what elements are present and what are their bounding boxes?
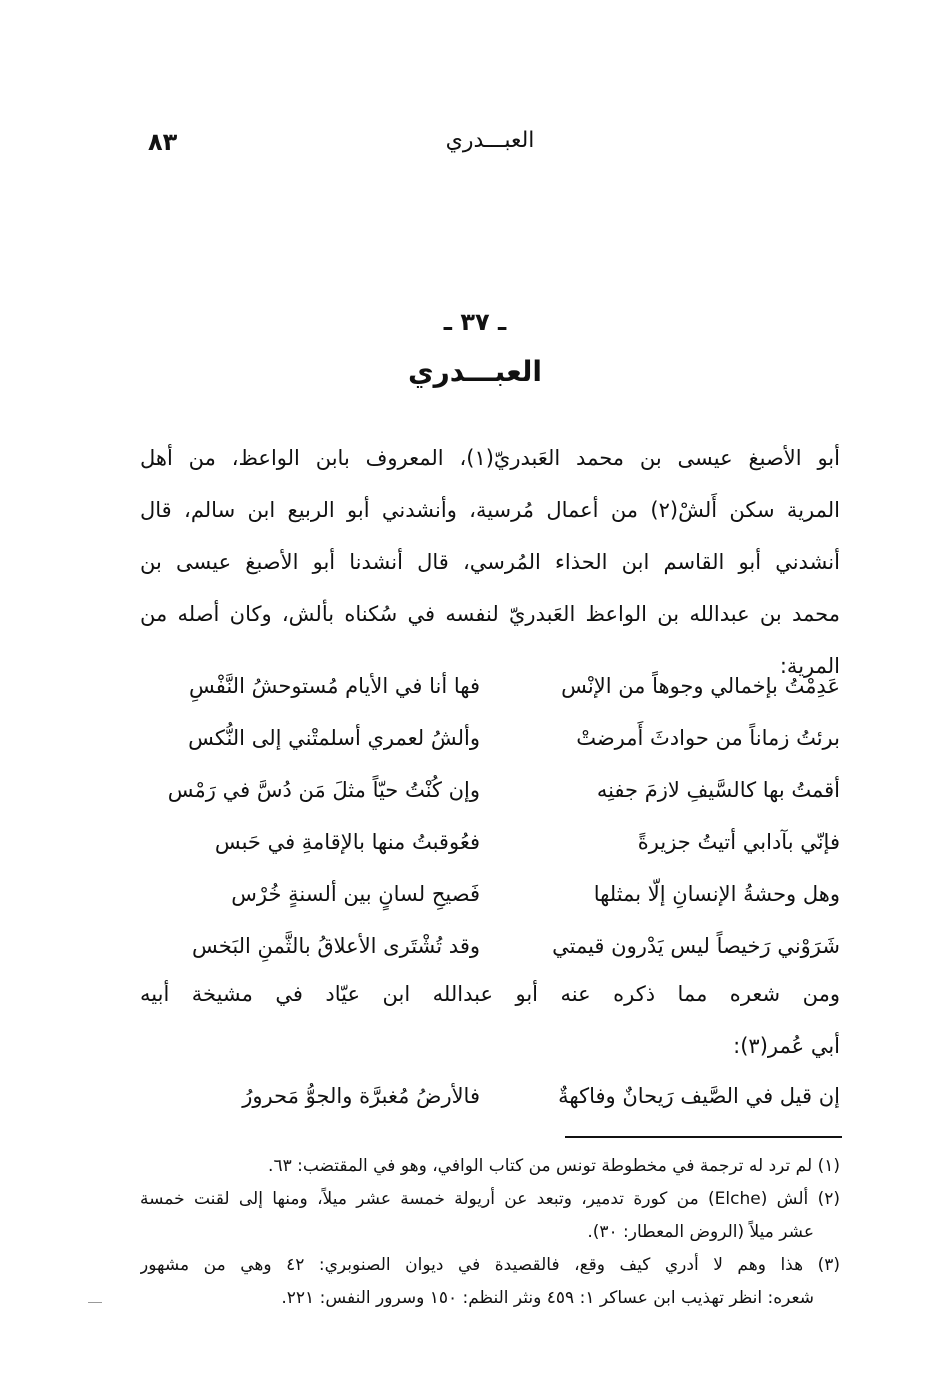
paragraph-line: المرية:	[779, 654, 840, 678]
second-hemistich: فالأرضُ مُغبرَّة والجوُّ مَحرورُ	[242, 1084, 480, 1108]
paragraph-line: أنشدني أبو القاسم ابن الحذاء المُرسي، قال أنشدنا أبو الأصبغ عيسى بن	[140, 550, 840, 574]
first-hemistich: شَرَوْني رَخيصاً ليس يَدْرون قيمتي	[552, 934, 840, 958]
paragraph-line: أبو الأصبغ عيسى بن محمد العَبدريّ(١)، المعروف بابن الواعظ، من أهل	[140, 446, 840, 470]
first-hemistich: برئتُ زماناً من حوادثَ أَمرضتْ	[576, 726, 840, 750]
second-hemistich: وقد تُشْتَرى الأعلاقُ بالثَّمنِ البَخس	[191, 934, 480, 958]
second-hemistich: وألشُ لعمري أسلمتْني إلى النُّكس	[188, 726, 480, 750]
footnote-divider	[565, 1136, 842, 1138]
verse-line	[140, 660, 840, 712]
verse-line	[140, 712, 840, 764]
paragraph-line: أبي عُمر(٣):	[733, 1034, 840, 1058]
second-poem	[140, 1070, 840, 1122]
first-hemistich: أقمتُ بها كالسَّيفِ لازمَ جفنِه	[596, 778, 840, 802]
running-header	[140, 128, 840, 168]
second-hemistich: فها أنا في الأيام مُستوحشُ النَّفْسِ	[188, 674, 480, 698]
first-hemistich: فإنّي بآدابي أتيتُ جزيرةً	[637, 830, 840, 854]
footnote-2-continued: عشر ميلاً (الروض المعطار: ٣٠).	[587, 1222, 814, 1242]
second-hemistich: وإن كُنْتُ حيّاً مثلَ مَن دُسَّ في رَمْس	[167, 778, 480, 802]
second-hemistich: فَصيحِ لسانٍ بين ألسنةٍ خُرْس	[231, 882, 480, 906]
poem	[140, 660, 840, 972]
footnotes	[140, 1150, 840, 1315]
footnote-1: (١) لم ترد له ترجمة في مخطوطة تونس من كتاب الوافي، وهو في المقتضب: ٦٣.	[268, 1156, 840, 1176]
verse-line	[140, 1070, 840, 1122]
verse-line	[140, 920, 840, 972]
first-hemistich: إن قيل في الصَّيف رَيحانٌ وفاكهةٌ	[558, 1084, 840, 1108]
verse-line	[140, 868, 840, 920]
paragraph-line: المرية سكن أَلشْ(٢) من أعمال مُرسية، وأنشدني أبو الربيع ابن سالم، قال	[140, 498, 840, 522]
intro-paragraph	[140, 432, 840, 692]
first-hemistich: وهل وحشةُ الإنسانِ إلّا بمثلها	[593, 882, 840, 906]
page-number: ٨٣	[148, 128, 178, 156]
second-paragraph	[140, 968, 840, 1072]
first-hemistich: عَدِمْتُ بإخمالي وجوهاً من الإنْس	[561, 674, 840, 698]
footnote-3-continued: شعره: انظر تهذيب ابن عساكر ١: ٤٥٩ ونثر النظم: ١٥٠ وسرور النفس: ٢٢١.	[281, 1288, 814, 1308]
second-hemistich: فعُوقبتُ منها بالإقامةِ في حَبس	[214, 830, 480, 854]
running-header-title: العبـــدري	[445, 128, 535, 153]
paragraph-line: ومن شعره مما ذكره عنه أبو عبدالله ابن عيّاد في مشيخة أبيه	[140, 982, 840, 1006]
paragraph-line: محمد بن عبدالله بن الواعظ العَبدريّ لنفسه في سُكناه بألش، وكان أصله من	[140, 602, 840, 626]
footnote-2: (٢) ألش (Elche) من كورة تدمير، وتبعد عن أريولة خمسة عشر ميلاً، ومنها إلى لقنت خمسة	[140, 1189, 840, 1209]
section-title: العبـــدري	[407, 355, 542, 388]
footnote-3: (٣) هذا وهم لا أدري كيف وقع، فالقصيدة في ديوان الصنوبري: ٤٢ وهي من مشهور	[140, 1255, 840, 1275]
verse-line	[140, 816, 840, 868]
verse-line	[140, 764, 840, 816]
section-number: ـ ٣٧ ـ	[443, 308, 507, 336]
margin-mark	[88, 1302, 102, 1303]
